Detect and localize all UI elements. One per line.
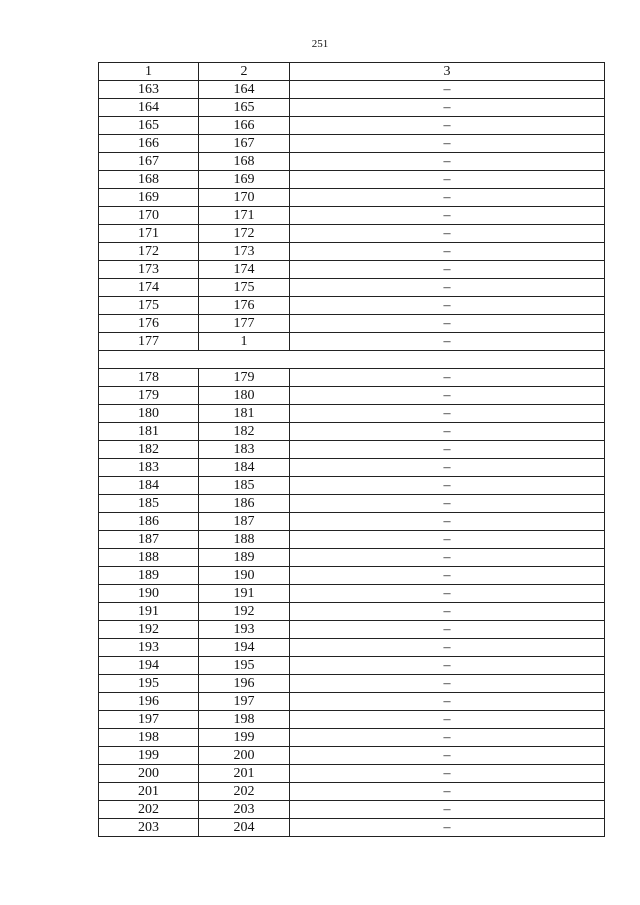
table-cell-col1: 197 [99,711,199,729]
table-cell-col1: 174 [99,279,199,297]
table-row [99,567,605,585]
table-cell-col1: 186 [99,513,199,531]
table-cell-col3: – [290,297,605,315]
table-cell-col1: 182 [99,441,199,459]
table-row [99,333,605,351]
table-row [99,171,605,189]
table-cell-col3: – [290,423,605,441]
table-cell-col2: 201 [199,765,290,783]
table-cell-col3: – [290,567,605,585]
table-cell-col1: 163 [99,81,199,99]
table-cell-col3: – [290,333,605,351]
table-row [99,153,605,171]
table-row [99,801,605,819]
table-cell-col3: – [290,207,605,225]
table-row [99,315,605,333]
table-cell-col3: – [290,711,605,729]
table-cell-col1: 193 [99,639,199,657]
table-cell-col2: 166 [199,117,290,135]
table-row [99,747,605,765]
table-cell-col1: 176 [99,315,199,333]
table-cell-col3: – [290,189,605,207]
table-cell-col2: 189 [199,549,290,567]
table-cell-col2: 1 [199,333,290,351]
table-cell-col3: – [290,765,605,783]
table-cell-col2: 204 [199,819,290,837]
table-cell-col3: – [290,135,605,153]
table-cell-col2: 193 [199,621,290,639]
table-cell-col2: 181 [199,405,290,423]
table-cell-col3: – [290,477,605,495]
table-cell-col1: 189 [99,567,199,585]
table-row [99,243,605,261]
table-cell-col3: – [290,621,605,639]
table-row [99,585,605,603]
table-cell-col2: 172 [199,225,290,243]
table-cell-col1: 203 [99,819,199,837]
table-cell-col3: – [290,693,605,711]
table-row [99,657,605,675]
table-row [99,387,605,405]
table-cell-col1: 183 [99,459,199,477]
table-cell-col3: – [290,405,605,423]
table-row [99,711,605,729]
table-cell-col2: 167 [199,135,290,153]
table-cell-col2: 186 [199,495,290,513]
table-cell-col2: 190 [199,567,290,585]
table-cell-col1: 173 [99,261,199,279]
table-row [99,819,605,837]
table-cell-col1: 184 [99,477,199,495]
table-cell-col2: 202 [199,783,290,801]
table-cell-col2: 171 [199,207,290,225]
table-cell-col3: – [290,81,605,99]
table-row [99,549,605,567]
table-cell-col2: 191 [199,585,290,603]
table-row [99,621,605,639]
table-cell-col1: 175 [99,297,199,315]
table-spacer-row [99,351,605,369]
table-cell-col1: 164 [99,99,199,117]
table-cell-col1: 171 [99,225,199,243]
table-cell-col2: 170 [199,189,290,207]
table-cell-col1: 170 [99,207,199,225]
table-row [99,441,605,459]
table-cell-col2: 174 [199,261,290,279]
table-cell-col2: 185 [199,477,290,495]
table-cell-col2: 168 [199,153,290,171]
table-row [99,135,605,153]
table-cell-col2: 199 [199,729,290,747]
table-row [99,99,605,117]
table-row [99,603,605,621]
table-row [99,261,605,279]
table-cell-col2: 165 [199,99,290,117]
table-cell-col2: 198 [199,711,290,729]
table-cell-col3: – [290,387,605,405]
table-cell-col2: 194 [199,639,290,657]
table-row [99,729,605,747]
table-cell-col3: – [290,801,605,819]
table-cell-col3: – [290,639,605,657]
table-cell-col3: – [290,603,605,621]
table-cell-col1: 181 [99,423,199,441]
table-cell-col3: – [290,261,605,279]
table-row [99,459,605,477]
table-cell-col2: 187 [199,513,290,531]
table-cell-col1: 178 [99,369,199,387]
column-header-3: 3 [290,63,605,81]
table-cell-col1: 180 [99,405,199,423]
table-cell-col3: – [290,729,605,747]
table-cell-col3: – [290,315,605,333]
table-row [99,117,605,135]
table-cell-col1: 199 [99,747,199,765]
table-cell-col1: 196 [99,693,199,711]
table-cell-col2: 169 [199,171,290,189]
table-cell-col3: – [290,675,605,693]
table-cell-col2: 180 [199,387,290,405]
table-cell-col1: 202 [99,801,199,819]
table-cell-col1: 187 [99,531,199,549]
table-cell-col3: – [290,117,605,135]
table-cell-col1: 190 [99,585,199,603]
table-cell-col2: 173 [199,243,290,261]
page-number: 251 [311,38,329,50]
table-cell-col2: 195 [199,657,290,675]
table-cell-col2: 188 [199,531,290,549]
table-cell-col1: 172 [99,243,199,261]
table-row [99,369,605,387]
table-cell-col1: 194 [99,657,199,675]
table-cell-col3: – [290,657,605,675]
table-cell-col2: 183 [199,441,290,459]
table-cell-col1: 192 [99,621,199,639]
table-cell-col3: – [290,495,605,513]
table-cell-col3: – [290,459,605,477]
table-cell-col1: 200 [99,765,199,783]
column-header-2: 2 [199,63,290,81]
table-cell-col1: 168 [99,171,199,189]
table-cell-col2: 203 [199,801,290,819]
table-cell-col1: 198 [99,729,199,747]
table-header-row [99,63,605,81]
table-cell-col3: – [290,99,605,117]
table-row [99,423,605,441]
table-spacer-cell [99,351,605,369]
table-body [99,63,605,837]
table-row [99,279,605,297]
table-cell-col3: – [290,585,605,603]
table-cell-col3: – [290,819,605,837]
table-cell-col2: 182 [199,423,290,441]
table-cell-col1: 169 [99,189,199,207]
table-cell-col3: – [290,441,605,459]
table-cell-col1: 165 [99,117,199,135]
table-cell-col3: – [290,153,605,171]
table-row [99,207,605,225]
table-cell-col1: 177 [99,333,199,351]
table-cell-col2: 179 [199,369,290,387]
table-cell-col2: 196 [199,675,290,693]
table-row [99,225,605,243]
table-cell-col2: 164 [199,81,290,99]
table-row [99,783,605,801]
table-row [99,495,605,513]
table-row [99,189,605,207]
table-cell-col3: – [290,513,605,531]
table-row [99,639,605,657]
table-cell-col3: – [290,747,605,765]
table-row [99,477,605,495]
table-cell-col3: – [290,279,605,297]
table-cell-col3: – [290,243,605,261]
table-cell-col1: 167 [99,153,199,171]
table-cell-col2: 197 [199,693,290,711]
table-row [99,531,605,549]
table-cell-col3: – [290,549,605,567]
column-header-1: 1 [99,63,199,81]
table-cell-col1: 201 [99,783,199,801]
table-cell-col3: – [290,369,605,387]
table-cell-col2: 192 [199,603,290,621]
table-cell-col1: 166 [99,135,199,153]
table-cell-col1: 179 [99,387,199,405]
table-cell-col3: – [290,531,605,549]
table-cell-col1: 185 [99,495,199,513]
table-cell-col1: 195 [99,675,199,693]
table-row [99,513,605,531]
table-cell-col2: 176 [199,297,290,315]
table-cell-col1: 191 [99,603,199,621]
table-cell-col3: – [290,171,605,189]
table-row [99,765,605,783]
table-row [99,675,605,693]
table-cell-col2: 200 [199,747,290,765]
table-cell-col1: 188 [99,549,199,567]
table-row [99,297,605,315]
table-row [99,693,605,711]
table-cell-col2: 175 [199,279,290,297]
table-cell-col3: – [290,783,605,801]
table-row [99,405,605,423]
table-row [99,81,605,99]
table-cell-col2: 184 [199,459,290,477]
table-cell-col3: – [290,225,605,243]
table-cell-col2: 177 [199,315,290,333]
data-table [98,62,605,837]
